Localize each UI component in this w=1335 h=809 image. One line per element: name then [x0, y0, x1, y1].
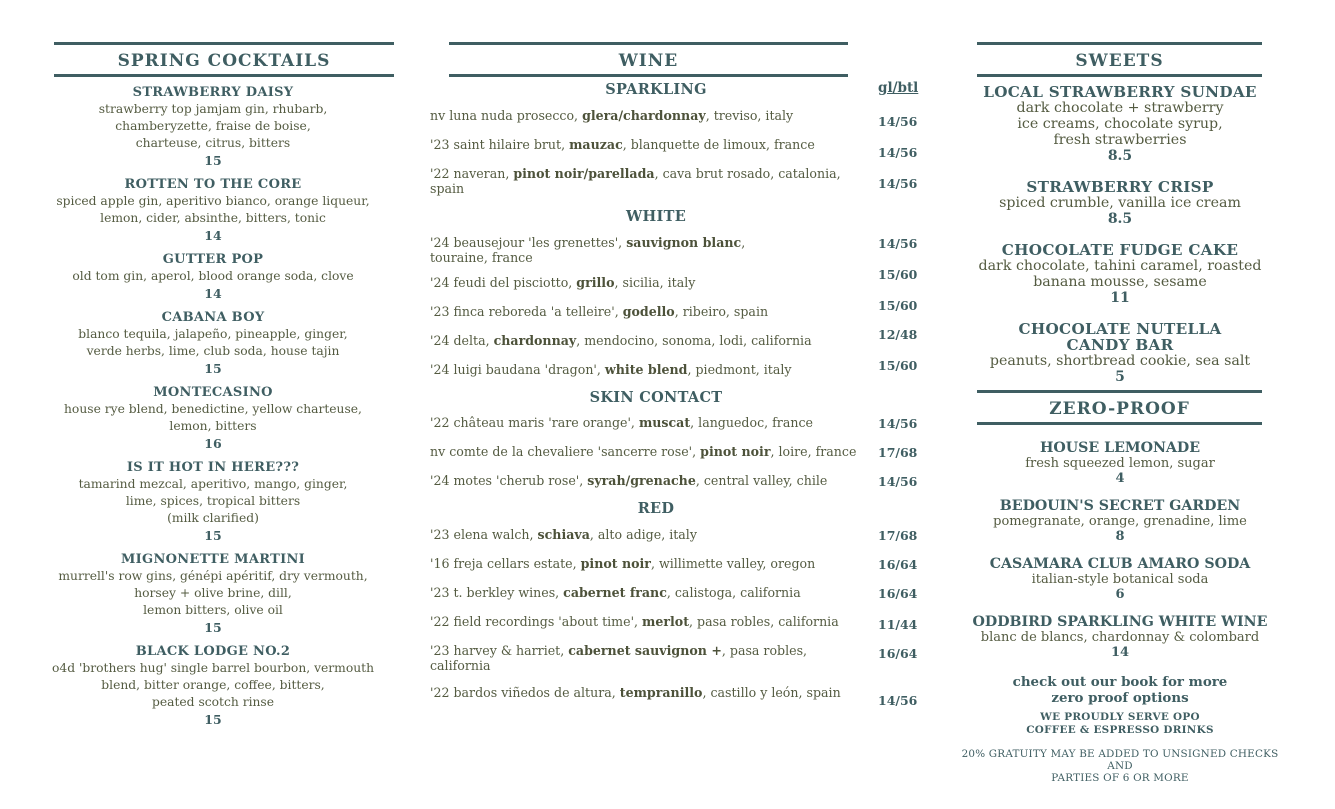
wine-row	[430, 235, 930, 275]
wine-price: 14/56	[878, 236, 918, 251]
wine-grape: cabernet franc	[563, 585, 667, 600]
wine-price: 12/48	[878, 327, 918, 342]
wine-row	[430, 444, 930, 473]
cocktail-name: STRAWBERRY DAISY	[132, 85, 294, 100]
wine-text: '23 finca reboreda 'a telleire',	[430, 304, 623, 319]
wine-grape: sauvignon blanc	[626, 235, 742, 250]
wine-text: '23 t. berkley wines,	[430, 585, 564, 600]
sweet-desc: peanuts, shortbread cookie, sea salt	[989, 353, 1251, 369]
zero-proof-desc: italian-style botanical soda	[1031, 572, 1209, 587]
wine-grape: tempranillo	[619, 685, 703, 700]
wine-subheading-sparkling: SPARKLING	[605, 81, 707, 98]
wine-row	[430, 327, 930, 362]
cocktail-name: IS IT HOT IN HERE???	[126, 460, 300, 475]
wine-text: '24 feudi del pisciotto,	[430, 275, 577, 290]
cocktail-name: GUTTER POP	[162, 252, 264, 267]
wine-text: , alto adige, italy	[589, 527, 697, 542]
cocktail-price: 14	[204, 228, 222, 243]
wine-grape: chardonnay	[493, 333, 577, 348]
wine-grape: schiava	[537, 527, 590, 542]
cocktail-name: MONTECASINO	[153, 385, 273, 400]
cocktail-desc: chamberyzette, fraise de boise,	[115, 119, 311, 133]
cocktail-name: ROTTEN TO THE CORE	[124, 177, 302, 192]
wine-text: '23 elena walch,	[430, 527, 538, 542]
sweet-desc: dark chocolate + strawberry	[1016, 100, 1224, 116]
cocktail-price: 15	[204, 620, 222, 635]
wine-price: 14/56	[878, 693, 918, 708]
sweet-price: 11	[1110, 290, 1130, 306]
wine-text: , sicilia, italy	[614, 275, 696, 290]
wine-text: , calistoga, california	[666, 585, 801, 600]
sweet-price: 5	[1115, 369, 1125, 385]
wine-price: 15/60	[878, 358, 918, 373]
zero-proof-item	[950, 556, 1290, 602]
wine-text: '22 field recordings 'about time',	[430, 614, 643, 629]
cocktail-desc: (milk clarified)	[167, 511, 259, 525]
cocktail-item	[24, 459, 402, 544]
cocktail-item	[24, 384, 402, 452]
wine-price: 17/68	[878, 445, 918, 460]
sweet-price: 8.5	[1107, 148, 1133, 164]
wine-price: 11/44	[878, 617, 918, 632]
wine-grape: glera/chardonnay	[582, 108, 706, 123]
wine-grape: white blend	[604, 362, 688, 377]
zero-proof-price: 4	[1115, 471, 1125, 486]
cocktail-item	[24, 176, 402, 244]
wine-price: 17/68	[878, 528, 918, 543]
wine-price: 14/56	[878, 145, 918, 160]
wine-row	[430, 358, 930, 387]
wine-price: 16/64	[878, 586, 918, 601]
cocktail-item	[24, 551, 402, 636]
zero-proof-heading: ZERO-PROOF	[977, 390, 1262, 425]
zero-proof-price: 14	[1110, 645, 1130, 660]
sweet-desc: spiced crumble, vanilla ice cream	[999, 195, 1241, 211]
wine-price: 15/60	[878, 267, 918, 282]
cocktail-item	[24, 309, 402, 377]
wine-row	[430, 298, 930, 333]
cocktail-item	[24, 84, 402, 169]
cocktail-price: 14	[204, 286, 222, 301]
sweet-name: CHOCOLATE NUTELLA	[1018, 320, 1222, 338]
zero-proof-price: 6	[1115, 587, 1125, 602]
zero-proof-note-line: zero proof options	[1051, 690, 1189, 706]
gratuity-line: PARTIES OF 6 OR MORE	[1051, 772, 1189, 784]
wine-text: , central valley, chile	[695, 473, 828, 488]
wine-text: '22 naveran,	[430, 166, 514, 181]
cocktail-name: BLACK LODGE NO.2	[135, 644, 291, 659]
wine-text: , mendocino, sonoma, lodi, california	[576, 333, 812, 348]
wine-text: , touraine, france	[430, 235, 746, 265]
wine-row	[430, 267, 930, 304]
cocktail-desc: tamarind mezcal, aperitivo, mango, ginger,	[78, 477, 348, 491]
cocktail-price: 16	[204, 436, 222, 451]
cocktail-desc: old tom gin, aperol, blood orange soda, clove	[72, 269, 354, 283]
wine-grape: syrah/grenache	[587, 473, 696, 488]
cocktail-desc: peated scotch rinse	[151, 695, 275, 709]
cocktail-item	[24, 251, 402, 302]
zero-proof-name: BEDOUIN'S SECRET GARDEN	[999, 498, 1241, 514]
wine-subheading-red: RED	[637, 500, 675, 517]
wine-grape: grillo	[576, 275, 615, 290]
sweet-name: CANDY BAR	[1066, 336, 1174, 354]
wine-price: 14/56	[878, 416, 918, 431]
wine-text: '22 château maris 'rare orange',	[430, 415, 639, 430]
cocktail-desc: house rye blend, benedictine, yellow charteuse,	[64, 402, 362, 416]
cocktail-price: 15	[204, 712, 222, 727]
sweet-desc: fresh strawberries	[1053, 132, 1187, 148]
wine-row	[430, 108, 930, 137]
zero-proof-note	[950, 674, 1290, 706]
cocktail-desc: lime, spices, tropical bitters	[125, 494, 301, 508]
sweet-desc: banana mousse, sesame	[1033, 274, 1207, 290]
zero-proof-item	[950, 498, 1290, 544]
zero-proof-desc: pomegranate, orange, grenadine, lime	[993, 514, 1247, 529]
wine-row	[430, 527, 930, 556]
cocktail-desc: o4d 'brothers hug' single barrel bourbon, vermouth	[51, 661, 375, 675]
wine-text: '24 beausejour 'les grenettes',	[430, 235, 627, 250]
sweet-desc: ice creams, chocolate syrup,	[1017, 116, 1223, 132]
wine-price: 14/56	[878, 114, 918, 129]
cocktail-desc: murrell's row gins, génépi apéritif, dry vermouth,	[58, 569, 368, 583]
wine-text: , treviso, italy	[705, 108, 794, 123]
wine-price: 16/64	[878, 557, 918, 572]
cocktail-desc: lemon bitters, olive oil	[143, 603, 283, 617]
sweet-item	[950, 179, 1290, 227]
wine-price: 14/56	[878, 474, 918, 489]
zero-proof-price: 8	[1115, 529, 1125, 544]
wine-grape: pinot noir/parellada	[513, 166, 655, 181]
wine-text: , willimette valley, oregon	[650, 556, 816, 571]
wine-text: nv comte de la chevaliere 'sancerre rose',	[430, 444, 701, 459]
zero-proof-desc: blanc de blancs, chardonnay & colombard	[980, 630, 1260, 645]
wine-subheading-white: WHITE	[625, 208, 687, 225]
wine-text: , piedmont, italy	[687, 362, 792, 377]
cocktail-desc: horsey + olive brine, dill,	[134, 586, 292, 600]
wine-section	[430, 42, 930, 710]
wine-text: '23 harvey & harriet,	[430, 643, 569, 658]
wine-text: , pasa robles, california	[430, 643, 808, 673]
wine-row	[430, 415, 930, 444]
wine-text: , blanquette de limoux, france	[622, 137, 815, 152]
zero-proof-note-line: check out our book for more	[1012, 674, 1228, 690]
cocktail-price: 15	[204, 153, 222, 168]
wine-text: , languedoc, france	[690, 415, 813, 430]
wine-row	[430, 585, 930, 614]
wine-grape: merlot	[642, 614, 690, 629]
sweet-item	[950, 84, 1290, 164]
wine-text: '24 luigi baudana 'dragon',	[430, 362, 605, 377]
wine-grape: pinot noir	[700, 444, 771, 459]
gratuity-note	[950, 748, 1290, 784]
sweet-name: STRAWBERRY CRISP	[1026, 178, 1214, 196]
wine-price: 14/56	[878, 176, 918, 191]
cocktails-heading: SPRING COCKTAILS	[54, 42, 394, 77]
zero-proof-name: CASAMARA CLUB AMARO SODA	[989, 556, 1251, 572]
wine-text: '22 bardos viñedos de altura,	[430, 685, 620, 700]
wine-text: '24 motes 'cherub rose',	[430, 473, 588, 488]
wine-row	[430, 614, 930, 643]
gratuity-line: 20% GRATUITY MAY BE ADDED TO UNSIGNED CHECKS AND	[961, 748, 1279, 772]
wine-grape: mauzac	[569, 137, 623, 152]
cocktails-section	[24, 42, 402, 728]
opo-line: COFFEE & ESPRESSO DRINKS	[1026, 724, 1214, 736]
zero-proof-item	[950, 440, 1290, 486]
wine-row	[430, 473, 930, 498]
cocktail-name: MIGNONETTE MARTINI	[120, 552, 306, 567]
wine-grape: cabernet sauvignon +	[568, 643, 722, 658]
wine-grape: pinot noir	[580, 556, 651, 571]
wine-text: '16 freja cellars estate,	[430, 556, 581, 571]
sweets-heading: SWEETS	[977, 42, 1262, 77]
cocktail-item	[24, 643, 402, 728]
sweets-zero-proof-section	[950, 42, 1290, 784]
wine-text: '23 saint hilaire brut,	[430, 137, 570, 152]
sweet-name: CHOCOLATE FUDGE CAKE	[1001, 241, 1239, 259]
opo-coffee-note	[950, 711, 1290, 737]
zero-proof-desc: fresh squeezed lemon, sugar	[1025, 456, 1215, 471]
zero-proof-item	[950, 614, 1290, 660]
zero-proof-name: ODDBIRD SPARKLING WHITE WINE	[972, 614, 1268, 630]
cocktail-desc: lemon, bitters	[169, 419, 257, 433]
wine-price: 16/64	[878, 646, 918, 661]
zero-proof-name: HOUSE LEMONADE	[1039, 440, 1201, 456]
wine-row	[430, 556, 930, 585]
sweet-item	[950, 242, 1290, 306]
wine-text: nv luna nuda prosecco,	[430, 108, 583, 123]
cocktail-desc: spiced apple gin, aperitivo bianco, orange liqueur,	[56, 194, 370, 208]
cocktail-desc: verde herbs, lime, club soda, house tajin	[86, 344, 340, 358]
cocktail-desc: blanco tequila, jalapeño, pineapple, ginger,	[78, 327, 348, 341]
cocktail-name: CABANA BOY	[161, 310, 265, 325]
wine-row	[430, 685, 930, 710]
wine-grape: godello	[622, 304, 675, 319]
wine-text: , castillo y león, spain	[702, 685, 841, 700]
cocktail-desc: charteuse, citrus, bitters	[135, 136, 291, 150]
cocktail-desc: strawberry top jamjam gin, rhubarb,	[98, 102, 328, 116]
cocktail-price: 15	[204, 361, 222, 376]
wine-row	[430, 643, 930, 685]
cocktail-price: 15	[204, 528, 222, 543]
wine-grape: muscat	[638, 415, 691, 430]
wine-row	[430, 137, 930, 166]
sweet-item	[950, 321, 1290, 385]
sweet-name: LOCAL STRAWBERRY SUNDAE	[983, 83, 1257, 101]
sweet-price: 8.5	[1107, 211, 1133, 227]
wine-row	[430, 166, 930, 206]
wine-text: , loire, france	[770, 444, 857, 459]
price-header: gl/btl	[878, 80, 919, 96]
wine-text: , ribeiro, spain	[674, 304, 769, 319]
wine-heading: WINE	[449, 42, 848, 77]
opo-line: WE PROUDLY SERVE OPO	[1040, 711, 1200, 723]
cocktail-desc: blend, bitter orange, coffee, bitters,	[101, 678, 325, 692]
wine-price: 15/60	[878, 298, 918, 313]
sweet-desc: dark chocolate, tahini caramel, roasted	[978, 258, 1262, 274]
cocktail-desc: lemon, cider, absinthe, bitters, tonic	[100, 211, 326, 225]
wine-text: '24 delta,	[430, 333, 494, 348]
wine-text: , pasa robles, california	[689, 614, 839, 629]
wine-text: , cava brut rosado, catalonia, spain	[430, 166, 841, 196]
wine-subheading-skin-contact: SKIN CONTACT	[589, 389, 723, 406]
